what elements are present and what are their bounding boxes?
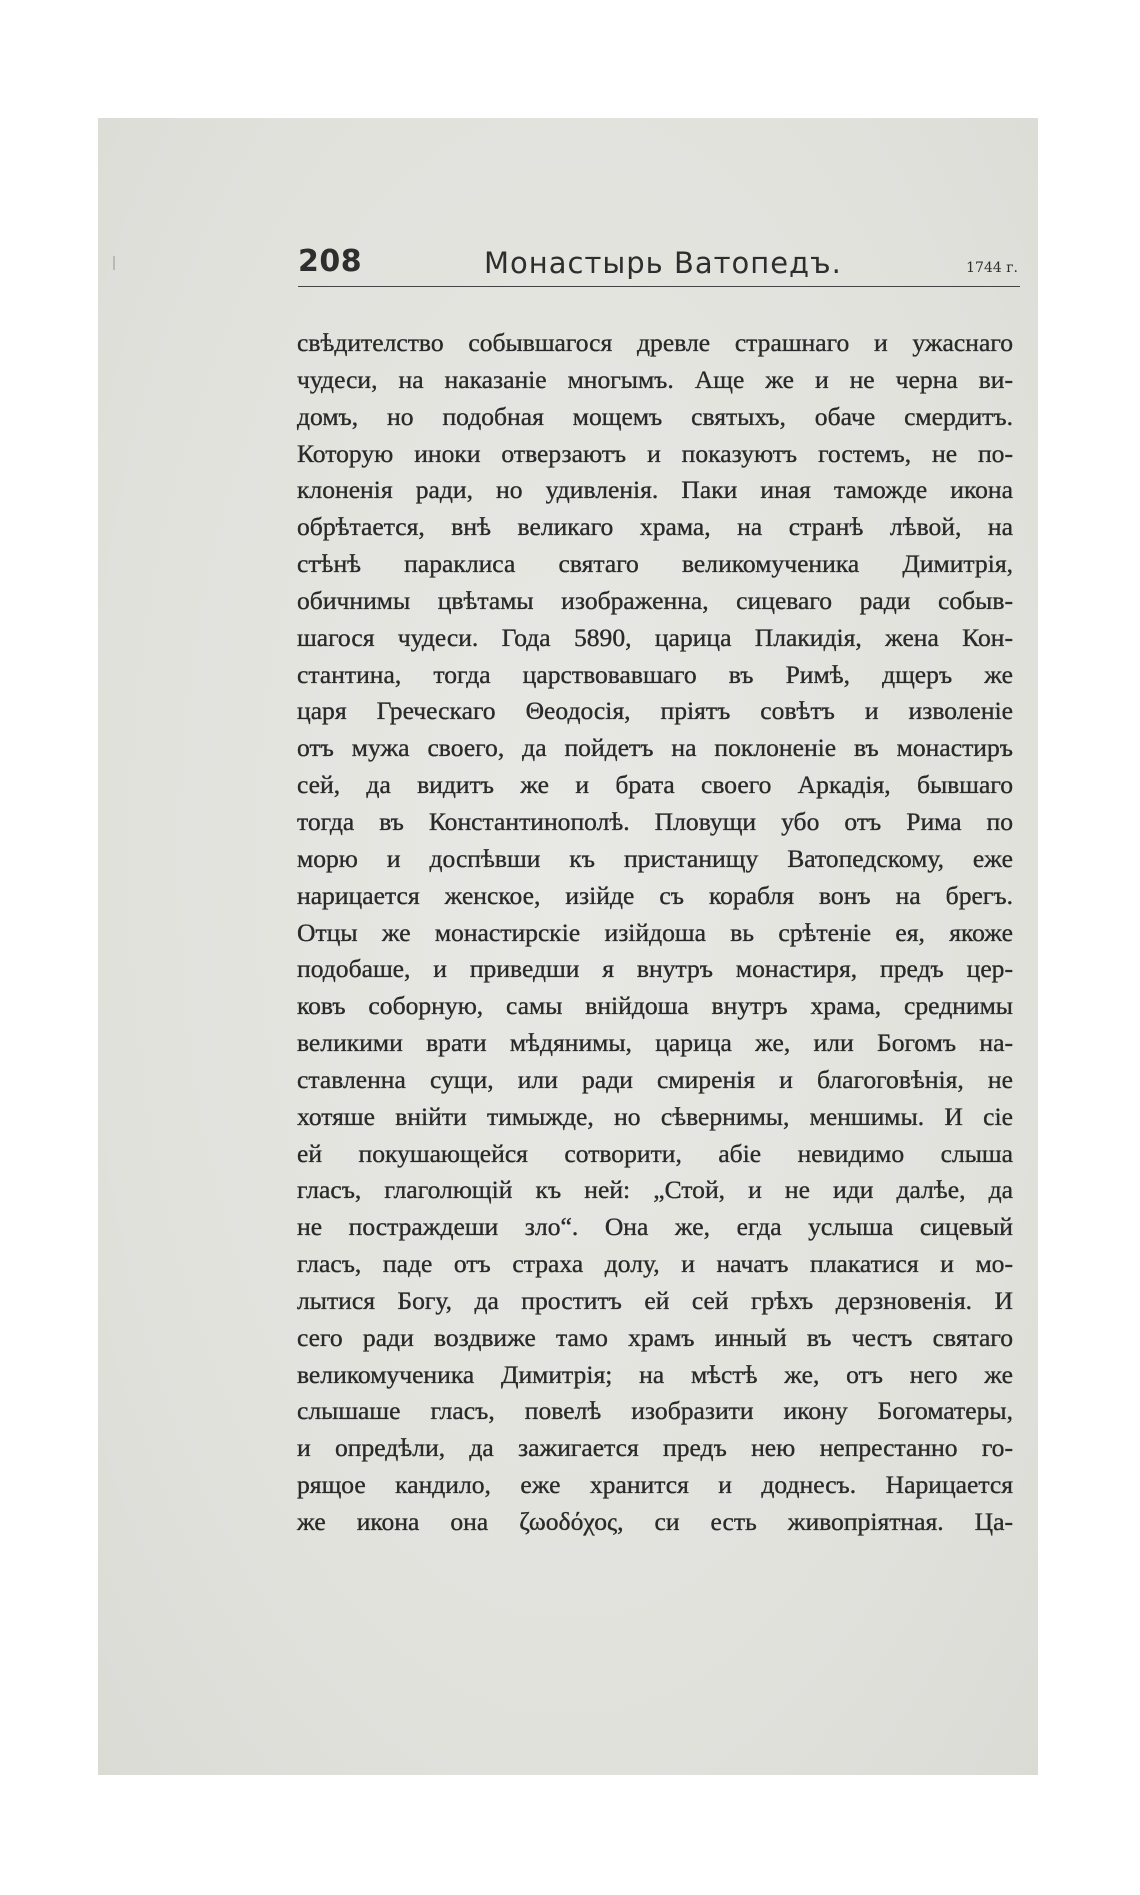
text-line: стѣнѣ параклиса святаго великомученика Димитрія,	[297, 549, 1013, 579]
text-line: подобаше, и приведши я внутръ монастиря, предъ цер-	[297, 954, 1013, 984]
text-line: ей покушающейся сотворити, абіе невидимо слыша	[297, 1138, 1013, 1168]
text-line: хотяше внійти тимыжде, но сѣвернимы, меншимы. И сіе	[297, 1101, 1013, 1131]
text-line: не постраждеши зло“. Она же, егда услыша сицевый	[297, 1212, 1013, 1242]
text-line: обичнимы цвѣтамы изображенна, сицеваго ради собыв-	[297, 585, 1013, 615]
text-line: гласъ, глаголющій къ ней: „Стой, и не иди далѣе, да	[297, 1175, 1013, 1205]
text-line: тогда въ Константинополѣ. Пловущи убо отъ Рима по	[297, 806, 1013, 836]
text-line: морю и доспѣвши къ пристанищу Ватопедскому, еже	[297, 843, 1013, 873]
text-line: слышаше гласъ, повелѣ изобразити икону Богоматеры,	[297, 1396, 1013, 1426]
text-line: великими врати мѣдянимы, царица же, или Богомъ на-	[297, 1028, 1013, 1058]
text-line: и опредѣли, да зажигается предъ нею непрестанно го-	[297, 1433, 1013, 1463]
text-line: гласъ, паде отъ страха долу, и начатъ плакатися и мо-	[297, 1249, 1013, 1279]
running-header	[298, 244, 1020, 287]
text-line: шагося чудеси. Года 5890, царица Плакидія, жена Кон-	[297, 622, 1013, 652]
text-line: обрѣтается, внѣ великаго храма, на странѣ лѣвой, на	[297, 512, 1013, 542]
page-number: 208	[298, 244, 363, 279]
text-line: свѣдителство собывшагося древле страшнаго и ужаснаго	[297, 328, 1013, 357]
text-line: Отцы же монастирскіе изійдоша вь срѣтеніе ея, якоже	[297, 917, 1013, 947]
text-line: лытися Богу, да проститъ ей сей грѣхъ дерзновенія. И	[297, 1285, 1013, 1315]
text-line: отъ мужа своего, да пойдетъ на поклоненіе въ монастиръ	[297, 733, 1013, 763]
text-line: царя Греческаго Θеодосія, пріятъ совѣтъ и изволеніе	[297, 696, 1013, 726]
text-line: чудеси, на наказаніе многымъ. Аще же и не черна ви-	[297, 364, 1013, 394]
margin-speck	[113, 256, 115, 270]
running-title: Монастырь Ватопедъ.	[484, 246, 842, 280]
text-line: рящое кандило, еже хранится и доднесъ. Нарицается	[297, 1470, 1013, 1500]
text-line: сего ради воздвиже тамо храмъ инный въ честъ святаго	[297, 1322, 1013, 1352]
text-line: великомученика Димитрія; на мѣстѣ же, отъ него же	[297, 1359, 1013, 1389]
text-line: ковъ соборную, самы внійдоша внутръ храма, среднимы	[297, 991, 1013, 1021]
text-line: же икона она ζωοδόχος, си есть живопріятная. Ца-	[297, 1507, 1013, 1536]
text-line: стантина, тогда царствовавшаго въ Римѣ, дщеръ же	[297, 659, 1013, 689]
text-line: ставленна сущи, или ради смиренія и благоговѣнія, не	[297, 1064, 1013, 1094]
body-text	[297, 325, 1013, 1541]
text-line: Которую иноки отверзаютъ и показуютъ гостемъ, не по-	[297, 438, 1013, 468]
text-line: домъ, но подобная мощемъ святыхъ, обаче смердитъ.	[297, 401, 1013, 431]
text-line: нарицается женское, изійде съ корабля вонъ на брегъ.	[297, 880, 1013, 910]
text-line: клоненія ради, но удивленія. Паки иная таможде икона	[297, 475, 1013, 505]
text-line: сей, да видитъ же и брата своего Аркадія, бывшаго	[297, 770, 1013, 800]
year-marker: 1744 г.	[966, 260, 1018, 276]
